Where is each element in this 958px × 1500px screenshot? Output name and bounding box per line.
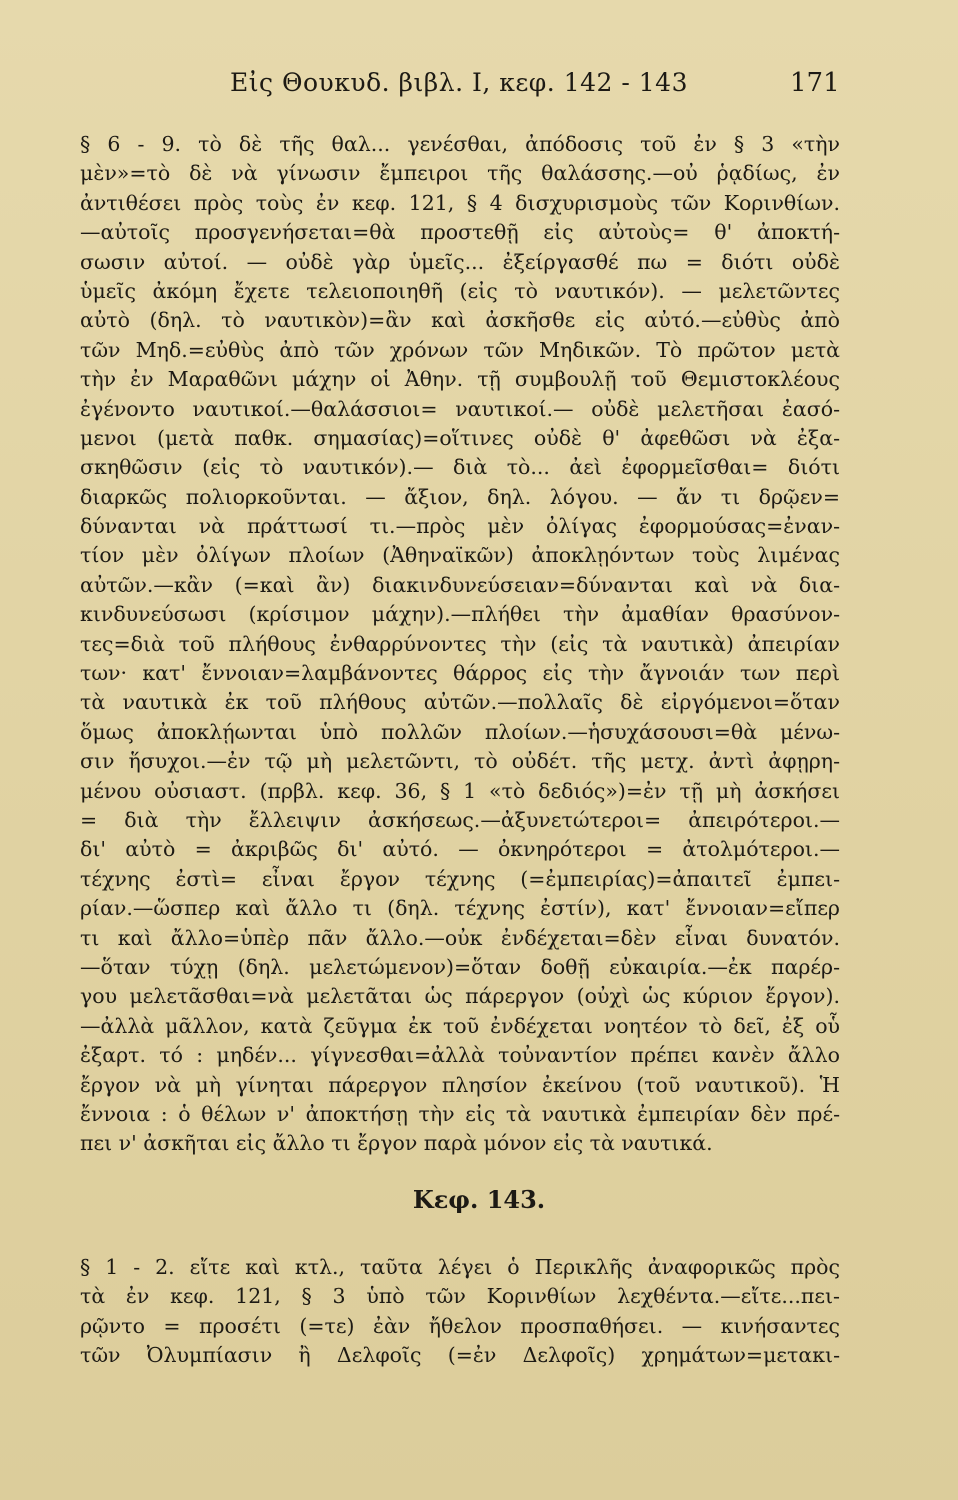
text-line: ρῷντο = προσέτι (=τε) ἐὰν ἤθελον προσπαθήσει. — κινήσαντες [80, 1313, 840, 1338]
text-line: ἔργον νὰ μὴ γίνηται πάρεργον πλησίον ἐκείνου (τοῦ ναυτικοῦ). Ἡ [80, 1072, 840, 1097]
text-line: αὐτῶν.—κἂν (=καὶ ἂν) διακινδυνεύσειαν=δύνανται καὶ νὰ δια- [80, 572, 840, 597]
page-number: 171 [790, 68, 840, 98]
text-line: μὲν»=τὸ δὲ νὰ γίνωσιν ἔμπειροι τῆς θαλάσσης.—οὐ ῥᾳδίως, ἐν [80, 161, 840, 186]
text-line: τῶν Μηδ.=εὐθὺς ἀπὸ τῶν χρόνων τῶν Μηδικῶν. Τὸ πρῶτον μετὰ [80, 337, 840, 362]
text-line: γου μελετᾶσθαι=νὰ μελετᾶται ὡς πάρεργον (οὐχὶ ὡς κύριον ἔργον). [80, 984, 840, 1009]
text-line: μενοι (μετὰ παθκ. σημασίας)=οἵτινες οὐδὲ θ' ἀφεθῶσι νὰ ἐξα- [80, 425, 840, 450]
text-line: μένου οὐσιαστ. (πρβλ. κεφ. 36, § 1 «τὸ δεδιός»)=ἐν τῇ μὴ ἀσκήσει [80, 778, 840, 803]
text-line: § 6 - 9. τὸ δὲ τῆς θαλ... γενέσθαι, ἀπόδοσις τοῦ ἐν § 3 «τὴν [80, 132, 840, 156]
text-line: = διὰ τὴν ἔλλειψιν ἀσκήσεως.—ἀξυνετώτεροι= ἀπειρότεροι.— [80, 807, 840, 832]
text-line: σιν ἥσυχοι.—ἐν τῷ μὴ μελετῶντι, τὸ οὐδέτ. τῆς μετχ. ἀντὶ ἀφῃρη- [80, 749, 840, 774]
commentary-chapter-142 [80, 130, 840, 1159]
text-line: σκηθῶσιν (εἰς τὸ ναυτικόν).— διὰ τὸ... ἀεὶ ἐφορμεῖσθαι= διότι [80, 455, 840, 480]
text-line: ἐγένοντο ναυτικοί.—θαλάσσιοι= ναυτικοί.— οὐδὲ μελετῆσαι ἐασό- [80, 396, 840, 421]
text-line: —αὐτοῖς προσγενήσεται=θὰ προστεθῇ εἰς αὐτοὺς= θ' ἀποκτή- [80, 220, 840, 245]
text-line: τι καὶ ἄλλο=ὑπὲρ πᾶν ἄλλο.—οὐκ ἐνδέχεται=δὲν εἶναι δυνατόν. [80, 925, 840, 950]
text-line: δι' αὐτὸ = ἀκριβῶς δι' αὐτό. — ὀκνηρότεροι = ἀτολμότεροι.— [80, 837, 840, 862]
text-line: ὅμως ἀποκλῄωνται ὑπὸ πολλῶν πλοίων.—ἡσυχάσουσι=θὰ μένω- [80, 719, 840, 744]
commentary-chapter-143 [80, 1253, 840, 1371]
text-line: τίον μὲν ὀλίγων πλοίων (Ἀθηναϊκῶν) ἀποκλῃόντων τοὺς λιμένας [80, 543, 840, 568]
text-line: τὰ ναυτικὰ ἐκ τοῦ πλήθους αὐτῶν.—πολλαῖς δὲ εἰργόμενοι=ὅταν [80, 690, 840, 715]
text-line: τῶν Ὀλυμπίασιν ἢ Δελφοῖς (=ἐν Δελφοῖς) χρημάτων=μετακι- [80, 1343, 840, 1368]
text-line: —ἀλλὰ μᾶλλον, κατὰ ζεῦγμα ἐκ τοῦ ἐνδέχεται νοητέον τὸ δεῖ, ἐξ οὗ [80, 1013, 840, 1038]
text-line: ἐξαρτ. τό : μηδέν... γίγνεσθαι=ἀλλὰ τοὐναντίον πρέπει κανὲν ἄλλο [80, 1043, 840, 1068]
text-line: τέχνης ἐστὶ= εἶναι ἔργον τέχνης (=ἐμπειρίας)=ἀπαιτεῖ ἐμπει- [80, 866, 840, 891]
text-line: δύνανται νὰ πράττωσί τι.—πρὸς μὲν ὀλίγας ἐφορμούσας=ἐναν- [80, 514, 840, 539]
running-head: Εἰς Θουκυδ. βιβλ. I, κεφ. 142 - 143 [230, 68, 688, 97]
text-line: αὐτὸ (δηλ. τὸ ναυτικὸν)=ἂν καὶ ἀσκῆσθε εἰς αὐτό.—εὐθὺς ἀπὸ [80, 308, 840, 333]
text-line: § 1 - 2. εἴτε καὶ κτλ., ταῦτα λέγει ὁ Περικλῆς ἀναφορικῶς πρὸς [80, 1255, 840, 1279]
text-line: ἀντιθέσει πρὸς τοὺς ἐν κεφ. 121, § 4 δισχυρισμοὺς τῶν Κορινθίων. [80, 190, 840, 215]
text-line: τὰ ἐν κεφ. 121, § 3 ὑπὸ τῶν Κορινθίων λεχθέντα.—εἴτε...πει- [80, 1284, 840, 1309]
text-line: —ὅταν τύχῃ (δηλ. μελετώμενον)=ὅταν δοθῇ εὐκαιρία.—ἐκ παρέρ- [80, 954, 840, 979]
text-line: των· κατ' ἔννοιαν=λαμβάνοντες θάρρος εἰς τὴν ἄγνοιάν των περὶ [80, 661, 840, 686]
text-line: τὴν ἐν Μαραθῶνι μάχην οἱ Ἀθην. τῇ συμβουλῇ τοῦ Θεμιστοκλέους [80, 367, 840, 392]
text-line: τες=διὰ τοῦ πλήθους ἐνθαρρύνοντες τὴν (εἰς τὰ ναυτικὰ) ἀπειρίαν [80, 631, 840, 656]
text-line: κινδυνεύσωσι (κρίσιμον μάχην).—πλήθει τὴν ἀμαθίαν θρασύνον- [80, 602, 840, 627]
text-line: πει ν' ἀσκῆται εἰς ἄλλο τι ἔργον παρὰ μόνον εἰς τὰ ναυτικά. [80, 1131, 713, 1156]
text-line: διαρκῶς πολιορκοῦνται. — ἄξιον, δηλ. λόγου. — ἄν τι δρῷεν= [80, 484, 840, 509]
text-line: ἔννοια : ὁ θέλων ν' ἀποκτήσῃ τὴν εἰς τὰ ναυτικὰ ἐμπειρίαν δὲν πρέ- [80, 1101, 840, 1126]
text-line: ρίαν.—ὥσπερ καὶ ἄλλο τι (δηλ. τέχνης ἐστίν), κατ' ἔννοιαν=εἴπερ [80, 896, 840, 921]
text-line: σωσιν αὐτοί. — οὐδὲ γὰρ ὑμεῖς... ἐξείργασθέ πω = διότι οὐδὲ [80, 249, 840, 274]
chapter-heading: Κεφ. 143. [412, 1185, 546, 1214]
text-line: ὑμεῖς ἀκόμη ἔχετε τελειοποιηθῆ (εἰς τὸ ναυτικόν). — μελετῶντες [80, 278, 840, 303]
